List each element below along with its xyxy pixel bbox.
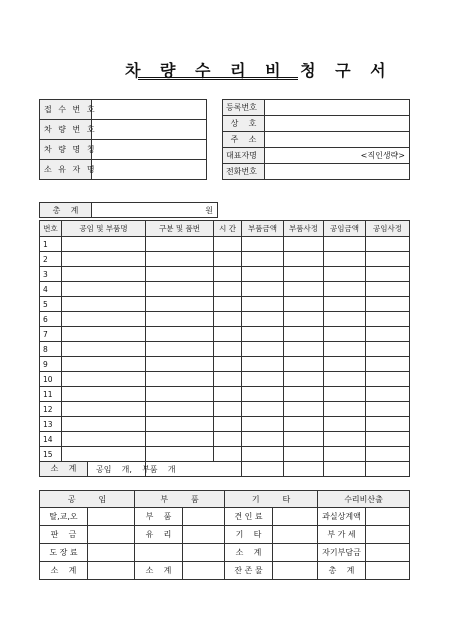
labor-amount-cell[interactable] (324, 402, 366, 417)
parts-amount-cell[interactable] (242, 297, 284, 312)
time-cell[interactable] (214, 282, 242, 297)
labor-parts-name-cell[interactable] (62, 357, 146, 372)
row-number: 3 (40, 267, 62, 282)
labor-parts-name-cell[interactable] (62, 297, 146, 312)
summary-value-field[interactable] (366, 526, 410, 544)
row-number: 9 (40, 357, 62, 372)
summary-label: 소 계 (135, 562, 183, 580)
labor-amount-cell[interactable] (324, 387, 366, 402)
labor-amount-cell[interactable] (324, 432, 366, 447)
parts-assessment-cell[interactable] (284, 267, 324, 282)
won-unit: 원 (205, 205, 213, 215)
table-row (40, 297, 410, 312)
company-name-field[interactable] (265, 116, 410, 132)
repair-details-table (39, 220, 410, 477)
parts-amount-cell[interactable] (242, 432, 284, 447)
header-time: 시 간 (214, 221, 242, 237)
category-part-number-cell[interactable] (146, 357, 214, 372)
parts-amount-cell[interactable] (242, 267, 284, 282)
time-cell[interactable] (214, 402, 242, 417)
summary-value-field[interactable] (366, 562, 410, 580)
parts-assessment-cell[interactable] (284, 447, 324, 462)
table-row (40, 432, 410, 447)
table-row (40, 312, 410, 327)
summary-row (40, 562, 410, 580)
summary-value-field[interactable] (366, 508, 410, 526)
vehicle-number-label: 차 량 번 호 (40, 120, 92, 140)
parts-amount-cell[interactable] (242, 282, 284, 297)
header-category-part-number: 구분 및 품번 (146, 221, 214, 237)
time-cell[interactable] (214, 327, 242, 342)
cost-summary-table (39, 490, 410, 580)
summary-value-field[interactable] (273, 508, 318, 526)
row-number: 6 (40, 312, 62, 327)
owner-name-label: 소 유 자 명 (40, 160, 92, 180)
labor-assessment-cell[interactable] (366, 252, 410, 267)
summary-label (135, 544, 183, 562)
labor-assessment-cell[interactable] (366, 297, 410, 312)
address-field[interactable] (265, 132, 410, 148)
parts-amount-cell[interactable] (242, 252, 284, 267)
parts-amount-cell[interactable] (242, 372, 284, 387)
category-part-number-cell[interactable] (146, 447, 214, 462)
summary-value-field[interactable] (88, 544, 135, 562)
labor-assessment-cell[interactable] (366, 282, 410, 297)
summary-label: 부 품 (135, 508, 183, 526)
summary-header-other: 기 타 (225, 491, 318, 508)
parts-assessment-cell[interactable] (284, 387, 324, 402)
parts-assessment-cell[interactable] (284, 357, 324, 372)
summary-label: 잔 존 물 (225, 562, 273, 580)
parts-assessment-cell[interactable] (284, 252, 324, 267)
summary-value-field[interactable] (88, 526, 135, 544)
row-number: 5 (40, 297, 62, 312)
category-part-number-cell[interactable] (146, 417, 214, 432)
labor-amount-cell[interactable] (324, 357, 366, 372)
header-labor-amount: 공임금액 (324, 221, 366, 237)
time-cell[interactable] (214, 387, 242, 402)
subtotal-labor-assessment[interactable] (366, 462, 410, 477)
time-cell[interactable] (214, 342, 242, 357)
summary-header-repair-cost: 수리비산출 (318, 491, 410, 508)
registration-number-field[interactable] (265, 100, 410, 116)
labor-assessment-cell[interactable] (366, 372, 410, 387)
table-row (40, 387, 410, 402)
labor-assessment-cell[interactable] (366, 312, 410, 327)
labor-amount-cell[interactable] (324, 327, 366, 342)
labor-parts-name-cell[interactable] (62, 237, 146, 252)
parts-assessment-cell[interactable] (284, 327, 324, 342)
vehicle-name-label: 차 량 명 칭 (40, 140, 92, 160)
table-row (40, 447, 410, 462)
phone-number-field[interactable] (265, 164, 410, 180)
category-part-number-cell[interactable] (146, 342, 214, 357)
subtotal-parts-assessment[interactable] (284, 462, 324, 477)
parts-amount-cell[interactable] (242, 342, 284, 357)
company-info-table (222, 99, 410, 180)
labor-assessment-cell[interactable] (366, 387, 410, 402)
receipt-number-field[interactable] (92, 100, 207, 120)
category-part-number-cell[interactable] (146, 387, 214, 402)
summary-value-field[interactable] (88, 508, 135, 526)
parts-assessment-cell[interactable] (284, 312, 324, 327)
summary-label: 유 리 (135, 526, 183, 544)
parts-amount-cell[interactable] (242, 327, 284, 342)
vehicle-number-field[interactable] (92, 120, 207, 140)
labor-amount-cell[interactable] (324, 237, 366, 252)
labor-parts-name-cell[interactable] (62, 402, 146, 417)
category-part-number-cell[interactable] (146, 297, 214, 312)
labor-parts-name-cell[interactable] (62, 327, 146, 342)
labor-assessment-cell[interactable] (366, 357, 410, 372)
parts-assessment-cell[interactable] (284, 342, 324, 357)
subtotal-counts-text: 공임 개, 부품 개 (96, 464, 176, 474)
row-number: 1 (40, 237, 62, 252)
category-part-number-cell[interactable] (146, 252, 214, 267)
summary-label: 소 계 (40, 562, 88, 580)
row-number: 8 (40, 342, 62, 357)
summary-label: 판 금 (40, 526, 88, 544)
labor-assessment-cell[interactable] (366, 267, 410, 282)
table-row (40, 402, 410, 417)
labor-amount-cell[interactable] (324, 417, 366, 432)
summary-value-field[interactable] (183, 544, 225, 562)
time-cell[interactable] (214, 447, 242, 462)
table-row (40, 267, 410, 282)
parts-amount-cell[interactable] (242, 447, 284, 462)
table-row (40, 237, 410, 252)
subtotal-label: 소 계 (40, 462, 88, 476)
seal-omitted-note: <직인생략> (265, 148, 410, 164)
category-part-number-cell[interactable] (146, 432, 214, 447)
registration-number-label: 등록번호 (223, 100, 265, 116)
labor-parts-name-cell[interactable] (62, 252, 146, 267)
summary-value-field[interactable] (273, 544, 318, 562)
summary-label: 과실상계액 (318, 508, 366, 526)
summary-value-field[interactable] (183, 562, 225, 580)
summary-label: 견 인 료 (225, 508, 273, 526)
labor-parts-name-cell[interactable] (62, 387, 146, 402)
table-row (40, 372, 410, 387)
summary-row (40, 508, 410, 526)
vehicle-name-field[interactable] (92, 140, 207, 160)
header-parts-amount: 부품금액 (242, 221, 284, 237)
grand-total-label: 총 계 (40, 203, 92, 218)
table-row (40, 357, 410, 372)
title-underline (138, 77, 298, 78)
table-row (40, 327, 410, 342)
table-row (40, 417, 410, 432)
category-part-number-cell[interactable] (146, 372, 214, 387)
document-title: 차 량 수 리 비 청 구 서 (125, 61, 393, 80)
labor-assessment-cell[interactable] (366, 237, 410, 252)
category-part-number-cell[interactable] (146, 402, 214, 417)
parts-assessment-cell[interactable] (284, 282, 324, 297)
summary-label: 기 타 (225, 526, 273, 544)
labor-parts-name-cell[interactable] (62, 312, 146, 327)
labor-amount-cell[interactable] (324, 267, 366, 282)
parts-amount-cell[interactable] (242, 237, 284, 252)
company-name-label: 상 호 (223, 116, 265, 132)
row-number: 7 (40, 327, 62, 342)
time-cell[interactable] (214, 432, 242, 447)
header-parts-assessment: 부품사정 (284, 221, 324, 237)
category-part-number-cell[interactable] (146, 282, 214, 297)
time-cell[interactable] (214, 237, 242, 252)
table-row (40, 342, 410, 357)
parts-amount-cell[interactable] (242, 402, 284, 417)
row-number: 10 (40, 372, 62, 387)
time-cell[interactable] (214, 312, 242, 327)
summary-label: 탈,교,오 (40, 508, 88, 526)
subtotal-counts (96, 462, 242, 477)
summary-value-field[interactable] (366, 544, 410, 562)
address-label: 주 소 (223, 132, 265, 148)
parts-assessment-cell[interactable] (284, 432, 324, 447)
summary-row (40, 526, 410, 544)
category-part-number-cell[interactable] (146, 327, 214, 342)
labor-amount-cell[interactable] (324, 297, 366, 312)
table-row (40, 282, 410, 297)
labor-parts-name-cell[interactable] (62, 432, 146, 447)
row-number: 14 (40, 432, 62, 447)
subtotal-labor-amount[interactable] (324, 462, 366, 477)
summary-value-field[interactable] (88, 562, 135, 580)
category-part-number-cell[interactable] (146, 267, 214, 282)
summary-label: 자기부담금 (318, 544, 366, 562)
labor-amount-cell[interactable] (324, 312, 366, 327)
summary-value-field[interactable] (273, 562, 318, 580)
parts-amount-cell[interactable] (242, 357, 284, 372)
summary-value-field[interactable] (183, 526, 225, 544)
labor-parts-name-cell[interactable] (62, 447, 146, 462)
labor-assessment-cell[interactable] (366, 417, 410, 432)
row-number: 4 (40, 282, 62, 297)
labor-assessment-cell[interactable] (366, 342, 410, 357)
row-number: 11 (40, 387, 62, 402)
labor-amount-cell[interactable] (324, 372, 366, 387)
labor-assessment-cell[interactable] (366, 327, 410, 342)
labor-amount-cell[interactable] (324, 342, 366, 357)
parts-amount-cell[interactable] (242, 387, 284, 402)
row-number: 15 (40, 447, 62, 462)
representative-label: 대표자명 (223, 148, 265, 164)
phone-number-label: 전화번호 (223, 164, 265, 180)
row-number: 12 (40, 402, 62, 417)
vehicle-info-table (39, 99, 207, 180)
time-cell[interactable] (214, 252, 242, 267)
labor-amount-cell[interactable] (324, 252, 366, 267)
summary-label: 부 가 세 (318, 526, 366, 544)
grand-total-field[interactable] (92, 203, 218, 218)
receipt-number-label: 접 수 번 호 (40, 100, 92, 120)
parts-assessment-cell[interactable] (284, 237, 324, 252)
time-cell[interactable] (214, 297, 242, 312)
summary-label: 도 장 료 (40, 544, 88, 562)
labor-parts-name-cell[interactable] (62, 417, 146, 432)
labor-assessment-cell[interactable] (366, 447, 410, 462)
subtotal-parts-amount[interactable] (242, 462, 284, 477)
time-cell[interactable] (214, 417, 242, 432)
labor-parts-name-cell[interactable] (62, 267, 146, 282)
table-row (40, 252, 410, 267)
grand-total-table (39, 202, 218, 218)
parts-assessment-cell[interactable] (284, 297, 324, 312)
summary-label: 총 계 (318, 562, 366, 580)
parts-amount-cell[interactable] (242, 312, 284, 327)
owner-name-field[interactable] (92, 160, 207, 180)
row-number: 13 (40, 417, 62, 432)
header-labor-parts-name: 공임 및 부품명 (62, 221, 146, 237)
labor-parts-name-cell[interactable] (62, 342, 146, 357)
row-number: 2 (40, 252, 62, 267)
parts-assessment-cell[interactable] (284, 417, 324, 432)
header-number: 번호 (40, 221, 62, 237)
summary-header-parts: 부 품 (135, 491, 225, 508)
time-cell[interactable] (214, 267, 242, 282)
time-cell[interactable] (214, 357, 242, 372)
title-underline-double (138, 79, 298, 80)
summary-value-field[interactable] (183, 508, 225, 526)
parts-assessment-cell[interactable] (284, 402, 324, 417)
category-part-number-cell[interactable] (146, 237, 214, 252)
category-part-number-cell[interactable] (146, 312, 214, 327)
parts-assessment-cell[interactable] (284, 372, 324, 387)
labor-parts-name-cell[interactable] (62, 282, 146, 297)
labor-assessment-cell[interactable] (366, 402, 410, 417)
summary-row (40, 544, 410, 562)
labor-amount-cell[interactable] (324, 282, 366, 297)
header-labor-assessment: 공임사정 (366, 221, 410, 237)
labor-assessment-cell[interactable] (366, 432, 410, 447)
summary-value-field[interactable] (273, 526, 318, 544)
labor-amount-cell[interactable] (324, 447, 366, 462)
summary-header-labor: 공 임 (40, 491, 135, 508)
parts-amount-cell[interactable] (242, 417, 284, 432)
labor-parts-name-cell[interactable] (62, 372, 146, 387)
summary-label: 소 계 (225, 544, 273, 562)
time-cell[interactable] (214, 372, 242, 387)
